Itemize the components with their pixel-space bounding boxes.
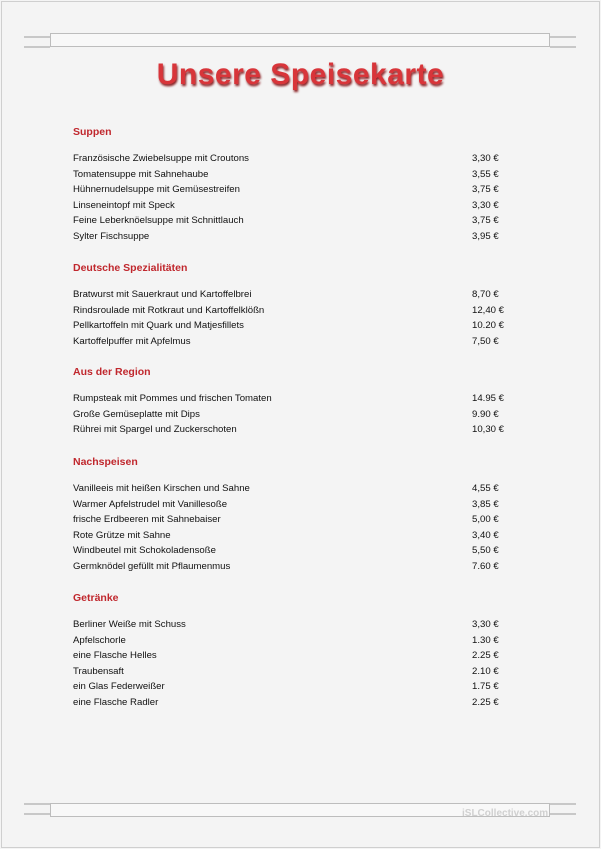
item-price: 3,55 € [472,168,499,180]
menu-item [73,528,513,544]
item-price: 9.90 € [472,408,499,420]
item-name: frische Erdbeeren mit Sahnebaiser [73,514,221,526]
item-name: Vanilleeis mit heißen Kirschen und Sahne [73,483,250,494]
banner-tail-right [550,803,576,815]
section-heading: Getränke [73,592,119,604]
menu-item [73,287,513,303]
item-name: Traubensaft [73,665,124,677]
item-name: Germknödel gefüllt mit Pflaumenmus [73,560,231,572]
item-price: 3,75 € [472,184,499,196]
item-name: eine Flasche Radler [73,696,159,708]
menu-item [73,334,513,350]
item-name: Französische Zwiebelsuppe mit Croutons [73,153,249,164]
menu-item [73,512,513,528]
item-name: Große Gemüseplatte mit Dips [73,408,200,420]
item-name: Rindsroulade mit Rotkraut und Kartoffelklößn [73,304,265,316]
section-heading: Deutsche Spezialitäten [73,262,188,274]
menu-item [73,229,513,245]
item-price: 3,85 € [472,498,499,510]
item-name: Feine Leberknöelsuppe mit Schnittlauch [73,215,244,227]
menu-item [73,318,513,334]
menu-item [73,679,513,695]
item-price: 8,70 € [472,289,499,300]
menu-item [73,633,513,649]
item-price: 3,30 € [472,199,499,211]
item-name: Windbeutel mit Schokoladensoße [73,545,216,557]
item-name: eine Flasche Helles [73,650,157,662]
item-price: 4,55 € [472,483,499,494]
item-name: Pellkartoffeln mit Quark und Matjesfillets [73,320,244,332]
banner-tail-left [24,36,50,48]
menu-section [73,455,513,575]
item-price: 14.95 € [472,393,505,404]
menu-item [73,198,513,214]
menu-item [73,543,513,559]
section-heading: Suppen [73,126,112,138]
watermark: iSLCollective.com [462,808,549,819]
item-price: 7,50 € [472,335,499,347]
menu-item [73,213,513,229]
item-price: 2.25 € [472,696,499,708]
item-price: 2.10 € [472,665,499,677]
item-name: Tomatensuppe mit Sahnehaube [73,168,209,180]
item-name: Rührei mit Spargel und Zuckerschoten [73,424,237,436]
item-price: 1.30 € [472,634,499,646]
item-name: Kartoffelpuffer mit Apfelmus [73,335,191,347]
menu-item [73,648,513,664]
menu-item [73,422,513,438]
item-name: Rumpsteak mit Pommes und frischen Tomaten [73,393,272,404]
menu-item [73,391,513,407]
item-price: 3,75 € [472,215,499,227]
menu-item [73,664,513,680]
menu-section [73,125,513,245]
menu-item [73,167,513,183]
menu-section [73,591,513,711]
item-price: 10.20 € [472,320,505,332]
top-banner [50,33,550,47]
menu-item [73,695,513,711]
item-price: 3,30 € [472,619,499,630]
item-name: Rote Grütze mit Sahne [73,529,171,541]
item-price: 3,95 € [472,230,499,242]
item-price: 2.25 € [472,650,499,662]
item-name: Bratwurst mit Sauerkraut und Kartoffelbrei [73,289,252,300]
item-price: 3,30 € [472,153,499,164]
menu-item [73,617,513,633]
section-heading: Aus der Region [73,366,151,378]
item-price: 12,40 € [472,304,505,316]
item-name: Sylter Fischsuppe [73,230,150,242]
menu-item [73,151,513,167]
section-heading: Nachspeisen [73,456,138,468]
item-price: 3,40 € [472,529,499,541]
item-name: Warmer Apfelstrudel mit Vanillesoße [73,498,228,510]
item-price: 1.75 € [472,681,499,693]
item-name: Berliner Weiße mit Schuss [73,619,186,630]
banner-tail-right [550,36,576,48]
menu-section [73,261,513,349]
item-price: 7.60 € [472,560,499,572]
item-name: Apfelschorle [73,634,126,646]
item-name: Linseneintopf mit Speck [73,199,175,211]
menu-item [73,559,513,575]
item-name: Hühnernudelsuppe mit Gemüsestreifen [73,184,240,196]
menu-item [73,303,513,319]
item-price: 5,00 € [472,514,499,526]
menu-item [73,407,513,423]
banner-tail-left [24,803,50,815]
menu-section [73,365,513,438]
menu-item [73,481,513,497]
item-name: ein Glas Federweißer [73,681,165,693]
item-price: 10,30 € [472,424,505,436]
menu-item [73,497,513,513]
page-title: Unsere Speisekarte [156,58,445,91]
menu-item [73,182,513,198]
item-price: 5,50 € [472,545,499,557]
